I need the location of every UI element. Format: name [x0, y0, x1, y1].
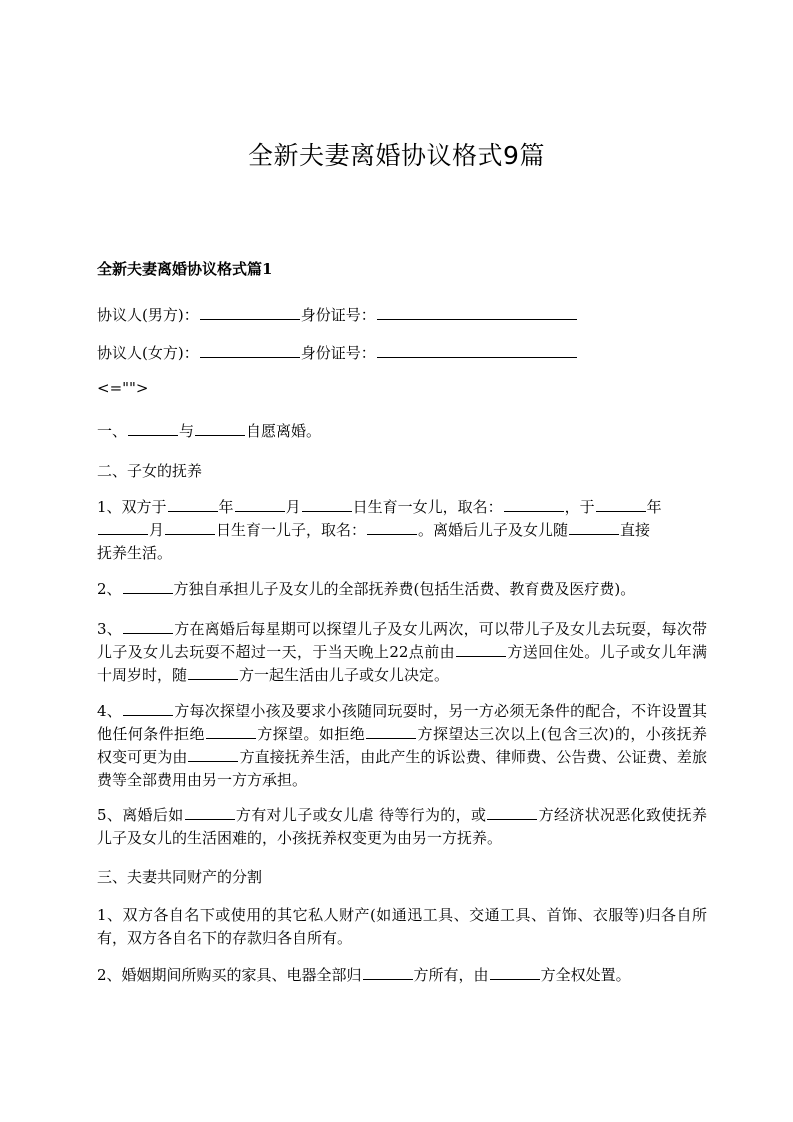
text-run: 方有对儿子或女儿虐 待等行为的，或 [235, 806, 487, 824]
blank-field [302, 497, 352, 512]
blank-field [98, 520, 148, 535]
blank-field [200, 305, 300, 320]
paragraph-3 [97, 618, 707, 687]
item-1-prefix: 一、 [97, 422, 128, 440]
blank-field [185, 805, 235, 820]
text-run: 2、 [97, 580, 122, 598]
blank-field [235, 497, 285, 512]
text-run: 月 [285, 498, 301, 516]
text-run: 1、双方于 [97, 498, 167, 516]
text-run: 直接 [620, 521, 651, 539]
text-run: 月 [149, 521, 165, 539]
party-female-label: 协议人(女方)： [97, 344, 199, 362]
blank-field [569, 520, 619, 535]
text-run: 方每次探望小孩及要求小孩随同玩耍时，另一方必须无条件的配合，不许设置其他任何条件拒绝 [97, 702, 707, 743]
party-female-line [97, 342, 707, 365]
blank-field [200, 343, 300, 358]
paragraph-1 [97, 496, 707, 565]
heading-3: 三、夫妻共同财产的分割 [97, 868, 263, 886]
text-run: 5、离婚后如 [97, 806, 184, 824]
document-title: 全新夫妻离婚协议格式9篇 [248, 141, 545, 170]
blank-field [363, 965, 413, 980]
blank-field [195, 421, 245, 436]
blank-field [377, 343, 577, 358]
blank-field [123, 701, 173, 716]
text-run: 方探望。如拒绝 [256, 725, 366, 743]
text-run: 日生育一儿子，取名： [216, 521, 367, 539]
blank-field [165, 520, 215, 535]
text-run: 4、 [97, 702, 122, 720]
blank-field [377, 305, 577, 320]
heading-2: 二、子女的抚养 [97, 462, 203, 480]
id-label: 身份证号： [300, 306, 376, 324]
item-1-suffix: 自愿离婚。 [246, 422, 322, 440]
text-run: 方送回住处。儿子或女儿年满十周岁时，随 [97, 643, 707, 684]
placeholder-tag: <=""> [97, 379, 149, 397]
blank-field [188, 665, 238, 680]
text-run: 日生育一女儿，取名： [352, 498, 503, 516]
paragraph-5 [97, 804, 707, 850]
blank-field [490, 965, 540, 980]
blank-field [168, 497, 218, 512]
blank-field [206, 724, 256, 739]
text-run: 方所有，由 [413, 966, 489, 984]
party-male-label: 协议人(男方)： [97, 306, 199, 324]
text-run: 方独自承担儿子及女儿的全部抚养费(包括生活费、教育费及医疗费)。 [173, 580, 636, 598]
id-label: 身份证号： [300, 344, 376, 362]
blank-field [487, 805, 537, 820]
text-run: 方经济状况恶化致使抚养儿子及女儿的生活困难的，小孩抚养权变更为由另一方抚养。 [97, 806, 707, 847]
blank-field [596, 497, 646, 512]
text-run: 抚养生活。 [97, 544, 173, 562]
text-run: 。离婚后儿子及女儿随 [418, 521, 569, 539]
blank-field [456, 642, 506, 657]
text-run: 方一起生活由儿子或女儿决定。 [239, 666, 450, 684]
text-run: 方探望达三次以上(包含三次)的，小孩抚养权变可更为由 [97, 725, 707, 766]
item-1-line [97, 420, 707, 443]
text-run: 方直接抚养生活，由此产生的诉讼费、律师费、公告费、公证费、差旅费等全部费用由另一方方承担。 [97, 748, 707, 789]
text-run: 年 [218, 498, 234, 516]
section-heading: 全新夫妻离婚协议格式篇1 [97, 260, 273, 278]
paragraph-7 [97, 964, 707, 987]
blank-field [367, 520, 417, 535]
text-run: ，于 [564, 498, 595, 516]
blank-field [123, 619, 173, 634]
item-1-mid: 与 [179, 422, 195, 440]
blank-field [128, 421, 178, 436]
text-run: 年 [646, 498, 662, 516]
text-run: 方全权处置。 [540, 966, 631, 984]
blank-field [123, 579, 173, 594]
party-male-line [97, 304, 707, 327]
text-run: 方在离婚后每星期可以探望儿子及女儿两次，可以带儿子及女儿去玩耍，每次带儿子及女儿去玩耍不超过一天，于当天晚上22点前由 [97, 620, 707, 661]
blank-field [188, 747, 238, 762]
text-run: 3、 [97, 620, 122, 638]
paragraph-2 [97, 578, 707, 601]
blank-field [366, 724, 416, 739]
paragraph-6: 1、双方各自名下或使用的其它私人财产(如通迅工具、交通工具、首饰、衣服等)归各自所有，双方各自名下的存款归各自所有。 [97, 906, 707, 947]
blank-field [504, 497, 564, 512]
text-run: 2、婚姻期间所购买的家具、电器全部归 [97, 966, 362, 984]
paragraph-4 [97, 700, 707, 792]
